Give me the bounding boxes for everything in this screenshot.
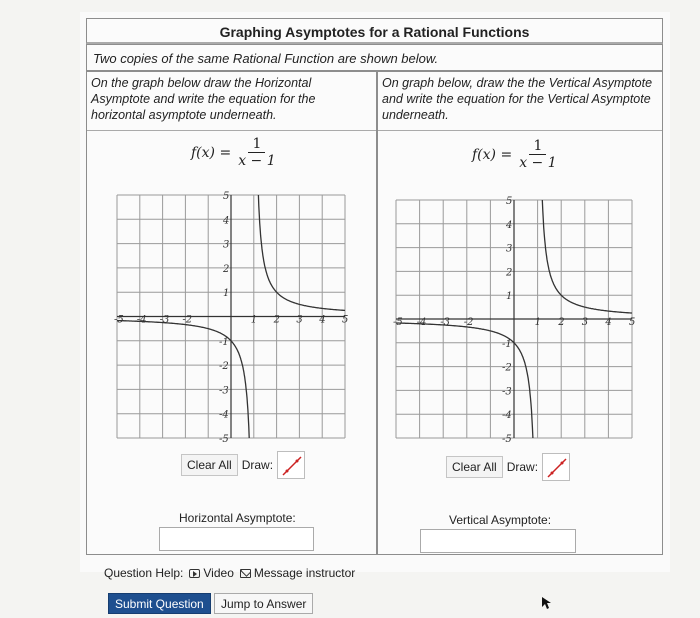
left-graph[interactable] <box>111 189 351 444</box>
video-icon <box>189 569 200 578</box>
vertical-asymptote-input[interactable] <box>420 529 576 553</box>
vertical-asymptote-label: Vertical Asymptote: <box>449 513 552 527</box>
subtitle: Two copies of the same Rational Function are shown below. <box>86 44 663 71</box>
right-graph[interactable] <box>390 194 638 444</box>
x-tick-label: 5 <box>629 317 636 328</box>
y-tick-label: 5 <box>223 191 230 202</box>
right-panel <box>377 71 663 555</box>
submit-question-button[interactable]: Submit Question <box>108 593 211 614</box>
y-tick-label: -1 <box>502 338 512 350</box>
x-tick-label: -5 <box>393 317 403 328</box>
function-numerator: 1 <box>248 136 265 153</box>
y-tick-label: 1 <box>506 291 513 303</box>
function-lhs: f(x) = <box>472 146 513 163</box>
line-draw-tool[interactable] <box>542 453 570 481</box>
x-tick-label: 3 <box>581 317 589 328</box>
x-tick-label: -2 <box>463 317 474 328</box>
right-instruction: On graph below, draw the the Vertical Asymptote and write the equation for the Vertical Asymptote underneath. <box>382 76 653 122</box>
x-tick-label: 4 <box>605 317 612 328</box>
question-help <box>104 566 355 580</box>
curve-left-branch <box>396 323 533 438</box>
y-tick-label: -4 <box>219 409 229 421</box>
x-tick-label: -2 <box>182 314 193 326</box>
horizontal-asymptote-label: Horizontal Asymptote: <box>179 511 296 525</box>
y-tick-label: 2 <box>506 267 513 279</box>
curve-right-branch <box>542 200 632 313</box>
page-title: Graphing Asymptotes for a Rational Functions <box>86 18 663 44</box>
y-tick-label: 3 <box>506 243 513 255</box>
x-tick-label: 5 <box>342 314 349 326</box>
line-tool-icon <box>278 452 306 480</box>
function-fraction <box>519 138 556 171</box>
x-tick-label: -5 <box>114 314 124 326</box>
function-lhs: f(x) = <box>191 144 232 161</box>
y-tick-label: 2 <box>223 263 230 275</box>
y-tick-label: 4 <box>506 219 513 231</box>
mouse-cursor-icon <box>541 596 553 610</box>
line-tool-icon <box>543 454 571 482</box>
video-link-label: Video <box>203 566 234 580</box>
divider <box>87 130 376 131</box>
right-function <box>472 138 557 171</box>
x-tick-label: 4 <box>319 314 326 326</box>
x-tick-label: 1 <box>534 317 541 328</box>
video-link[interactable] <box>189 566 233 580</box>
y-tick-label: -3 <box>219 385 229 397</box>
function-denominator: x − 1 <box>238 153 276 169</box>
y-tick-label: 4 <box>223 215 230 227</box>
left-drawbar <box>181 451 305 479</box>
y-tick-label: -5 <box>219 434 229 445</box>
y-tick-label: 1 <box>223 288 230 300</box>
x-tick-label: 2 <box>273 314 280 326</box>
function-numerator: 1 <box>529 138 546 155</box>
mail-icon <box>240 569 251 578</box>
clear-all-button[interactable]: Clear All <box>446 456 503 478</box>
y-tick-label: -3 <box>502 386 512 398</box>
y-tick-label: 5 <box>506 196 513 207</box>
x-tick-label: 3 <box>296 314 303 326</box>
y-tick-label: -4 <box>502 410 512 422</box>
x-tick-label: -3 <box>159 314 170 326</box>
divider <box>378 130 662 131</box>
jump-to-answer-button[interactable]: Jump to Answer <box>214 593 313 614</box>
x-tick-label: 2 <box>558 317 565 328</box>
draw-label: Draw: <box>241 458 274 472</box>
left-instruction: On the graph below draw the Horizontal Asymptote and write the equation for the horizontal asymptote underneath. <box>91 76 316 122</box>
y-tick-label: -2 <box>502 362 512 374</box>
x-tick-label: -3 <box>440 317 450 328</box>
y-tick-label: 3 <box>223 239 230 251</box>
function-denominator: x − 1 <box>519 155 557 171</box>
x-tick-label: 1 <box>250 314 258 326</box>
horizontal-asymptote-input[interactable] <box>159 527 314 551</box>
clear-all-button[interactable]: Clear All <box>181 454 238 476</box>
curve-right-branch <box>258 195 345 310</box>
line-draw-tool[interactable] <box>277 451 305 479</box>
y-tick-label: -5 <box>502 434 512 445</box>
message-instructor-link[interactable] <box>240 566 355 580</box>
left-function <box>191 136 276 169</box>
y-tick-label: -1 <box>219 336 229 348</box>
y-tick-label: -2 <box>219 361 229 373</box>
message-link-label: Message instructor <box>253 566 356 580</box>
x-tick-label: -4 <box>416 317 427 328</box>
draw-label: Draw: <box>506 460 539 474</box>
x-tick-label: -4 <box>136 314 147 326</box>
function-fraction <box>238 136 275 169</box>
curve-left-branch <box>117 321 249 438</box>
right-drawbar <box>446 453 570 481</box>
left-panel <box>86 71 377 555</box>
question-help-label: Question Help: <box>104 566 184 580</box>
